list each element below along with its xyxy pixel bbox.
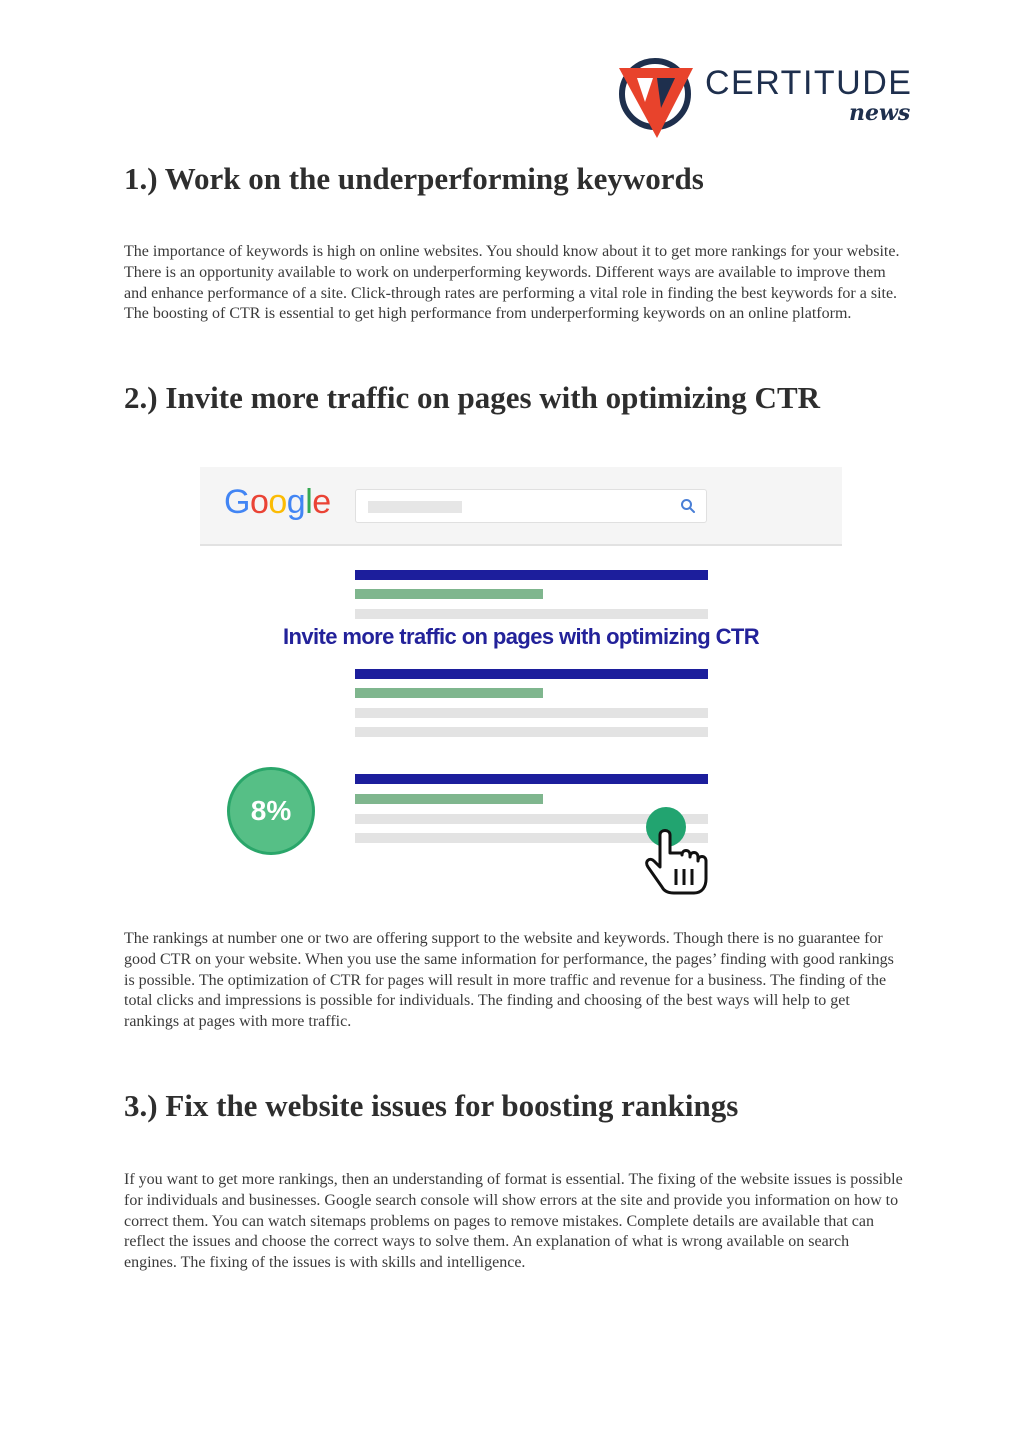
paragraph-section-3: If you want to get more rankings, then an understanding of format is essential. The fixing of the website issues is possible for individuals and businesses. Google search console will show errors at the site and provide you information on how to correct them. You can watch sitemaps problems on pages to remove mistakes. Complete details are available that can reflect the issues and choose the correct ways to solve them. An explanation of what is wrong available on search engines. The fixing of the issues is with skills and intelligence. <box>124 1171 903 1272</box>
result-snippet-line <box>355 708 708 718</box>
logo-letter: G <box>224 483 250 521</box>
result-url-line <box>355 794 543 804</box>
search-input <box>355 489 707 523</box>
pointer-hand-icon <box>640 805 712 897</box>
logo-letter: e <box>312 483 331 521</box>
result-url-line <box>355 589 543 599</box>
result-url-line <box>355 688 543 698</box>
paragraph-section-1: The importance of keywords is high on online websites. You should know about it to get more rankings for your website. There is an opportunity available to work on underperforming keywords. Different ways are available to improve them and enhance performance of a site. Click-through rates are performing a vital role in finding the best keywords for a site. The boosting of CTR is essential to get high performance from underperforming keywords on an online platform. <box>124 243 900 323</box>
result-title-line <box>355 774 708 784</box>
logo-emblem <box>617 58 695 142</box>
paragraph-section-2: The rankings at number one or two are offering support to the website and keywords. Though there is no guarantee for good CTR on your website. When you use the same information for performance, the pages’ finding with good rankings is possible. The optimization of CTR for pages will result in more traffic and revenue for a business. The finding of the total clicks and impressions is possible for individuals. The finding and choosing of the best ways will help to get rankings at pages with more traffic. <box>124 930 894 1031</box>
logo-letter: o <box>249 483 269 521</box>
result-title-line <box>355 570 708 580</box>
logo-sub-text: news <box>849 100 911 126</box>
result-snippet-line <box>355 727 708 737</box>
search-engine-logo <box>224 485 331 519</box>
logo-letter: o <box>268 483 287 521</box>
ctr-illustration <box>200 467 842 907</box>
certitude-news-logo <box>617 58 913 142</box>
search-header <box>200 467 842 546</box>
ctr-percentage-badge: 8% <box>227 767 315 855</box>
logo-letter: g <box>286 483 306 521</box>
heading-section-1: 1.) Work on the underperforming keywords <box>124 161 704 196</box>
search-placeholder-bar <box>368 501 462 513</box>
result-title-line <box>355 669 708 679</box>
logo-letter: l <box>305 483 313 521</box>
search-icon <box>680 498 696 514</box>
illustration-caption: Invite more traffic on pages with optimizing CTR <box>282 624 759 649</box>
heading-section-3: 3.) Fix the website issues for boosting rankings <box>124 1088 739 1123</box>
result-snippet-line <box>355 609 708 619</box>
logo-brand-text: CERTITUDE <box>705 64 913 102</box>
heading-section-2: 2.) Invite more traffic on pages with optimizing CTR <box>124 380 821 415</box>
